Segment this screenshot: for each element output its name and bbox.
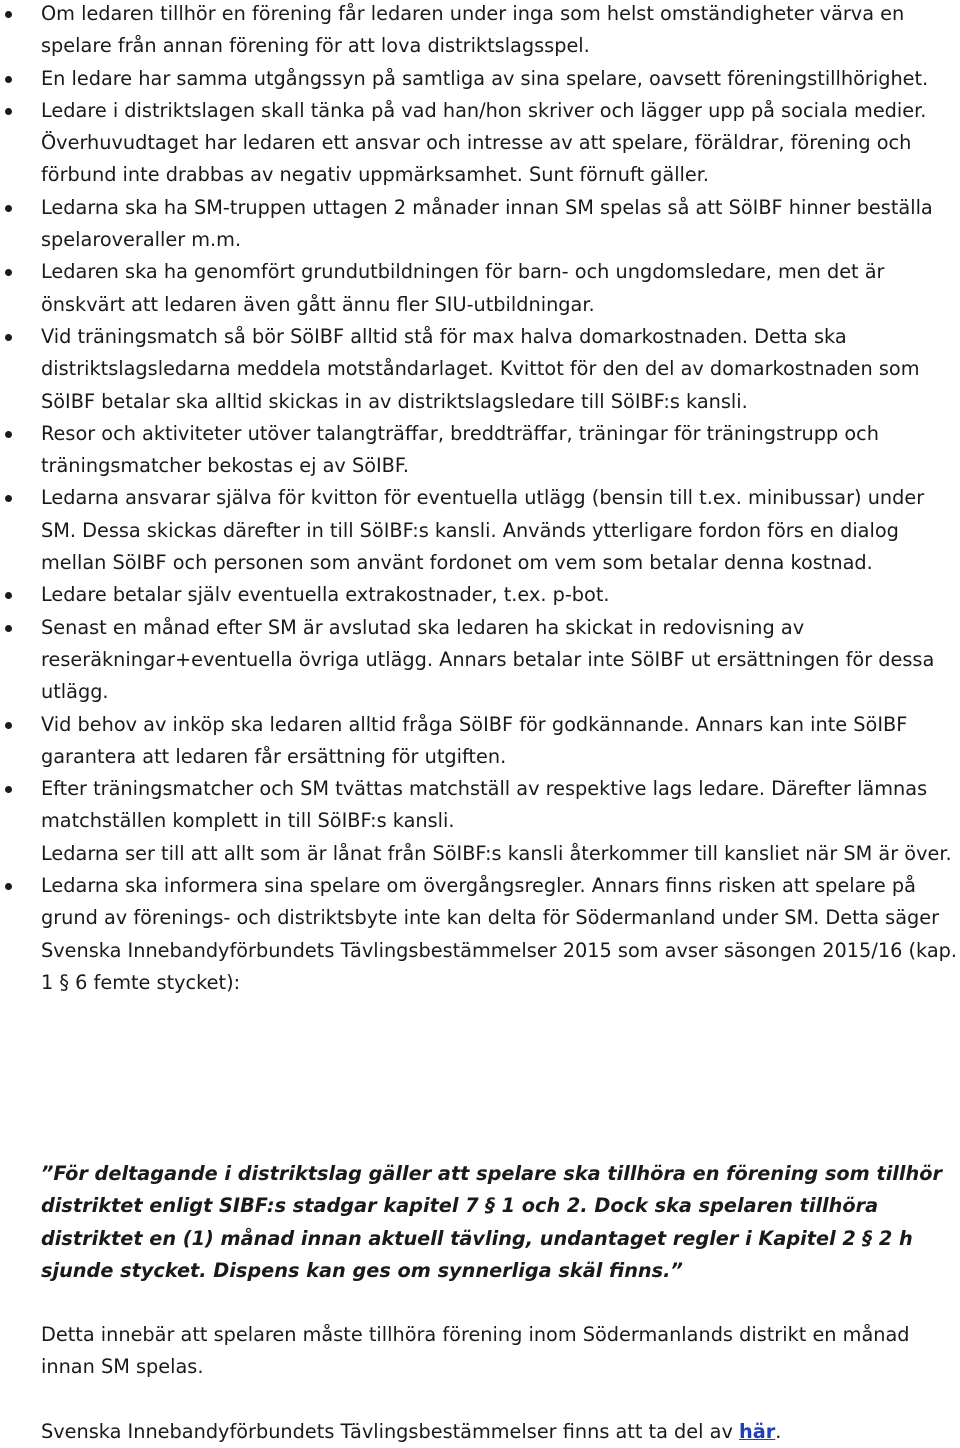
rule-item <box>0 773 960 838</box>
rule-item <box>0 709 960 774</box>
rule-item-text: En ledare har samma utgångssyn på samtliga av sina spelare, oavsett föreningstillhörighet. <box>41 66 929 90</box>
rule-item <box>0 418 960 483</box>
rule-item-text: Efter träningsmatcher och SM tvättas matchställ av respektive lags ledare. Därefter lämnas matchställen komplett in till SöIBF:s kansli. <box>41 777 928 833</box>
note-paragraph: Detta innebär att spelaren måste tillhöra förening inom Södermanlands distrikt en månad innan SM spelas. <box>41 1323 910 1379</box>
rule-item <box>0 482 960 579</box>
bullet-dot-icon <box>5 108 12 115</box>
rule-item <box>0 256 960 321</box>
rule-item <box>0 579 960 611</box>
rule-item <box>0 838 960 870</box>
rule-item <box>0 0 960 63</box>
bullet-dot-icon <box>5 11 12 18</box>
rule-item-text: Ledare betalar själv eventuella extrakostnader, t.ex. p-bot. <box>41 583 610 607</box>
rule-item <box>0 321 960 418</box>
rule-item-text: Ledarna ansvarar själva för kvitton för eventuella utlägg (bensin till t.ex. minibussar) under SM. Dessa skickas därefter in till SöIBF:s kansli. Används ytterligare fordon förs en dialog mellan SöIBF och personen som använt fordonet om vem som betalar denna kostnad. <box>41 486 925 575</box>
bullet-dot-icon <box>5 334 12 341</box>
bullet-dot-icon <box>5 431 12 438</box>
link-har[interactable]: här <box>739 1420 776 1443</box>
rule-item <box>0 95 960 192</box>
footer-end: . <box>775 1420 782 1443</box>
footer-paragraph <box>41 1416 956 1448</box>
rule-item <box>0 612 960 709</box>
rule-item-text: Vid behov av inköp ska ledaren alltid fråga SöIBF för godkännande. Annars kan inte SöIBF garantera att ledaren får ersättning för utgiften. <box>41 712 908 768</box>
rule-item-text: Ledaren ska ha genomfört grundutbildningen för barn- och ungdomsledare, men det är önskvärt att ledaren även gått ännu fler SIU-utbildningar. <box>41 260 885 316</box>
bullet-dot-icon <box>5 269 12 276</box>
bullet-dot-icon <box>5 76 12 83</box>
bullet-dot-icon <box>5 495 12 502</box>
rule-item <box>0 63 960 95</box>
bullet-dot-icon <box>5 883 12 890</box>
rule-item-text: Ledarna ser till att allt som är lånat från SöIBF:s kansli återkommer till kansliet när SM är över. <box>41 841 952 865</box>
rule-item-text: Resor och aktiviteter utöver talangträffar, breddträffar, träningar för träningstrupp och träningsmatcher bekostas ej av SöIBF. <box>41 421 879 478</box>
rule-quote: ”För deltagande i distriktslag gäller att spelare ska tillhöra en förening som tillhör distriktet enligt SIBF:s stadgar kapitel 7 § 1 och 2. Dock ska spelaren tillhöra distriktet en (1) månad innan aktuell tävling, undantaget regler i Kapitel 2 § 2 h sjunde stycket. Dispens kan ges om synnerliga skäl finns.” <box>41 1162 943 1282</box>
rule-item <box>0 870 960 999</box>
rule-item-text: Ledare i distriktslagen skall tänka på vad han/hon skriver och lägger upp på sociala medier. Överhuvudtaget har ledaren ett ansvar och intresse av att spelare, föräldrar, förening och förbund inte drabbas av negativ uppmärksamhet. Sunt förnuft gäller. <box>41 98 927 187</box>
bullet-dot-icon <box>5 786 12 793</box>
rule-item-text: Om ledaren tillhör en förening får ledaren under inga som helst omständigheter värva en spelare från annan förening för att lova distriktslagsspel. <box>41 2 905 58</box>
rule-item-text: Ledarna ska informera sina spelare om övergångsregler. Annars finns risken att spelare på grund av förenings- och distriktsbyte inte kan delta för Södermanland under SM. Detta säger Svenska Innebandyförbundets Tävlingsbestämmelser 2015 som avser säsongen 2015/16 (kap. 1 § 6 femte stycket): <box>41 874 958 994</box>
rule-item-text: Ledarna ska ha SM-truppen uttagen 2 månader innan SM spelas så att SöIBF hinner beställa spelaroveraller m.m. <box>41 195 933 252</box>
footer-text: Svenska Innebandyförbundets Tävlingsbestämmelser finns att ta del av <box>41 1420 740 1443</box>
rule-item <box>0 192 960 257</box>
bullet-dot-icon <box>5 625 12 632</box>
bullet-dot-icon <box>5 592 12 599</box>
rule-item-text: Vid träningsmatch så bör SöIBF alltid stå för max halva domarkostnaden. Detta ska distriktslagsledarna meddela motståndarlaget. Kvittot för den del av domarkostnaden som SöIBF betalar ska alltid skickas in av distriktslagsledare till SöIBF:s kansli. <box>41 324 920 413</box>
bullet-dot-icon <box>5 722 12 729</box>
bullet-dot-icon <box>5 205 12 212</box>
rule-item-text: Senast en månad efter SM är avslutad ska ledaren ha skickat in redovisning av reseräkningar+eventuella övriga utlägg. Annars betalar inte SöIBF ut ersättningen för dessa utlägg. <box>41 615 935 704</box>
